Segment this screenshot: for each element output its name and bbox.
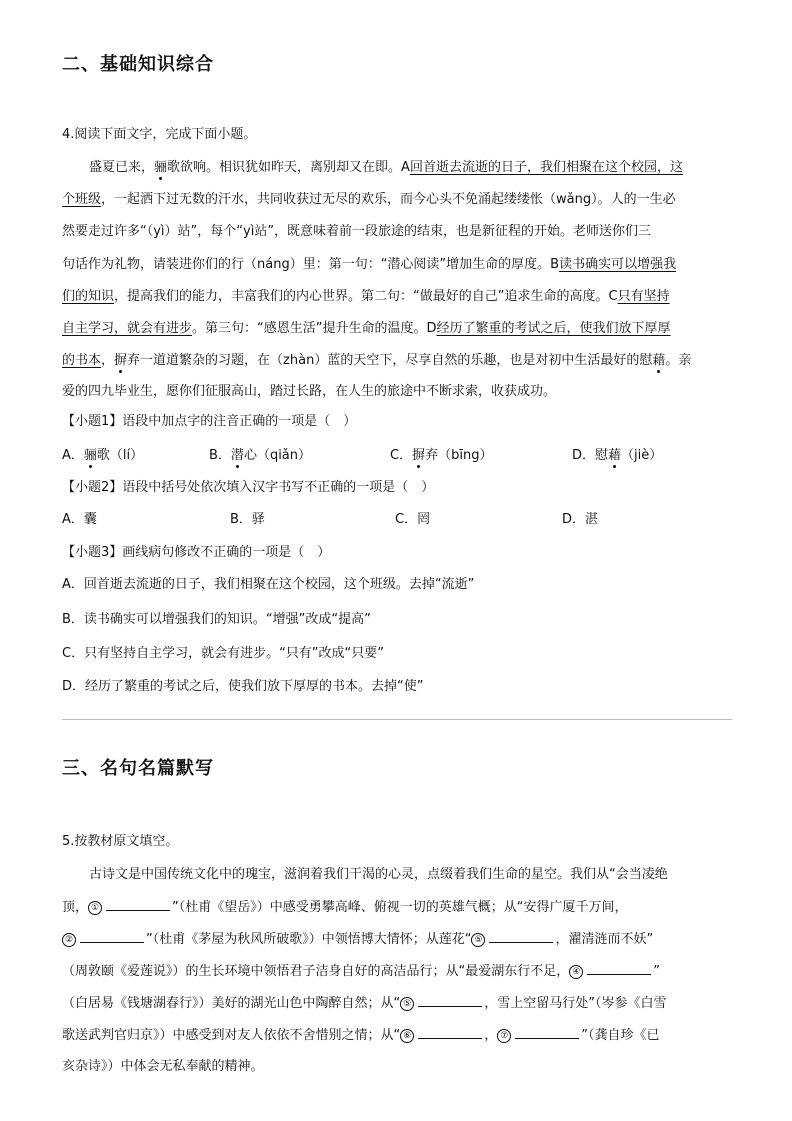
subquestion-2-stem: 【小题2】语段中括号处依次填入汉字书写不正确的一项是（ ） bbox=[62, 480, 435, 495]
dotted-char: 潜 bbox=[230, 448, 244, 463]
text: ，一起洒下过无数的汗水，共同收获过无尽的欢乐，而今心头不免涌起缕缕怅（wǎng）。人的一生必 bbox=[101, 192, 676, 207]
text: 弃（bīng） bbox=[425, 448, 493, 463]
text: B． bbox=[209, 448, 231, 463]
passage-line: 然要走过许多“（yì）站”，每个“yì站”，既意味着前一段旅途的结束，也是新征程的开始。老师送你们三 bbox=[62, 224, 652, 239]
text: ，提高我们的能力，丰富我们的内心世界。第二句：“做最好的自己”追求生命的高度。C bbox=[114, 289, 618, 304]
question-4-intro: 4.阅读下面文字，完成下面小题。 bbox=[62, 127, 257, 142]
passage-line bbox=[62, 191, 676, 209]
sub3-option-a: A．回首逝去流逝的日子，我们相聚在这个校园，这个班级。去掉“流逝” bbox=[62, 577, 475, 592]
blank-number: ⑤ bbox=[400, 997, 414, 1011]
text: ， bbox=[484, 1028, 498, 1043]
dotted-char: 骊 bbox=[154, 160, 168, 175]
text: ， bbox=[101, 353, 115, 368]
dotted-char: 藉 bbox=[652, 353, 666, 368]
text: 盛夏已来， bbox=[89, 160, 155, 175]
text: 歌欲响。相识犹如昨天，离别却又在即。A bbox=[167, 160, 410, 175]
sub2-option-d: D．湛 bbox=[562, 512, 599, 527]
section-3-title: 三、名句名篇默写 bbox=[62, 758, 214, 779]
underlined-sentence-d: 的书本 bbox=[62, 353, 102, 368]
answer-blank-1[interactable] bbox=[106, 898, 170, 911]
underlined-sentence-d: 经历了繁重的考试之后，使我们放下厚厚 bbox=[436, 321, 671, 336]
passage-line bbox=[89, 159, 683, 177]
dotted-char: 骊 bbox=[83, 448, 97, 463]
text: （jiè） bbox=[621, 448, 663, 463]
text: （周敦颐《爱莲说》）的生长环境中领悟君子洁身自好的高洁品行；从“最爱湖东行不足， bbox=[62, 964, 570, 979]
passage-line: 爱的四九毕业生，愿你们征服高山，踏过长路，在人生的旅途中不断求索，收获成功。 bbox=[62, 384, 557, 399]
fill-line bbox=[62, 962, 660, 981]
passage-line bbox=[62, 288, 670, 306]
text: ，濯清涟而不妖” bbox=[555, 932, 654, 947]
section-2-title: 二、基础知识综合 bbox=[62, 54, 214, 75]
text: ”（杜甫《望岳》）中感受勇攀高峰、俯视一切的英雄气概；从“安得广厦千万间， bbox=[172, 900, 628, 915]
answer-blank-2[interactable] bbox=[80, 930, 144, 943]
fill-line bbox=[62, 1026, 660, 1045]
text: 。亲 bbox=[665, 353, 692, 368]
text: ”（杜甫《茅屋为秋风所破歌》）中领悟博大情怀；从莲花“ bbox=[146, 932, 472, 947]
text: 歌送武判官归京》）中感受到对友人依依不舍惜别之情；从“ bbox=[62, 1028, 401, 1043]
sub2-option-a: A．囊 bbox=[62, 512, 97, 527]
answer-blank-6[interactable] bbox=[418, 1026, 482, 1039]
blank-number: ⑦ bbox=[497, 1029, 511, 1043]
subquestion-3-stem: 【小题3】画线病句修改不正确的一项是（ ） bbox=[62, 545, 331, 560]
blank-number: ⑤ bbox=[471, 933, 485, 947]
sub2-option-c: C．罔 bbox=[395, 512, 431, 527]
sub1-option-b bbox=[209, 447, 311, 465]
text: D．慰 bbox=[572, 448, 609, 463]
underlined-sentence-b: 们的知识 bbox=[62, 289, 115, 304]
sub2-option-b: B．驿 bbox=[230, 512, 265, 527]
sub1-option-a bbox=[62, 447, 143, 465]
text: 句话作为礼物，请装进你们的行（náng）里：第一句：“潜心阅读”增加生命的厚度。B bbox=[62, 257, 560, 272]
text: ” bbox=[653, 964, 660, 979]
text: 心（qiǎn） bbox=[243, 448, 312, 463]
fill-line bbox=[62, 930, 653, 949]
fill-line bbox=[62, 898, 628, 917]
text: 歌（lí） bbox=[96, 448, 144, 463]
underlined-sentence-c: 自主学习，就会有进步 bbox=[62, 321, 193, 336]
underlined-sentence-c: 只有坚持 bbox=[617, 289, 670, 304]
text: A． bbox=[62, 448, 84, 463]
blank-number: ④ bbox=[569, 965, 583, 979]
passage-line bbox=[62, 352, 691, 370]
blank-number: ② bbox=[62, 933, 76, 947]
sub3-option-b: B．读书确实可以增强我们的知识。“增强”改成“提高” bbox=[62, 612, 371, 627]
text: （白居易《钱塘湖春行》）美好的湖光山色中陶醉自然；从“ bbox=[62, 996, 401, 1011]
text: ，雪上空留马行处”（岑参《白雪 bbox=[484, 996, 667, 1011]
sub3-option-d: D．经历了繁重的考试之后，使我们放下厚厚的书本。去掉“使” bbox=[62, 679, 424, 694]
text: 。第三句：“感恩生活”提升生命的温度。D bbox=[192, 321, 437, 336]
sub3-option-c: C．只有坚持自主学习，就会有进步。“只有”改成“只要” bbox=[62, 646, 385, 661]
question-5-intro: 5.按教材原文填空。 bbox=[62, 834, 179, 849]
fill-line: 古诗文是中国传统文化中的瑰宝，滋润着我们干渴的心灵，点缀着我们生命的星空。我们从“会当凌绝 bbox=[89, 867, 668, 882]
blank-number: ⑥ bbox=[400, 1029, 414, 1043]
sub1-option-d bbox=[572, 447, 662, 465]
passage-line bbox=[62, 320, 671, 338]
underlined-sentence-a: 回首逝去流逝的日子，我们相聚在这个校园，这 bbox=[409, 160, 683, 175]
fill-line: 亥杂诗》）中体会无私奉献的精神。 bbox=[62, 1059, 264, 1074]
underlined-sentence-b: 读书确实可以增强我 bbox=[559, 257, 677, 272]
sub1-option-c bbox=[390, 447, 492, 465]
text: 弃一道道繁杂的习题，在（zhàn）蓝的天空下，尽享自然的乐趣，也是对初中生活最好的慰 bbox=[127, 353, 653, 368]
text: C． bbox=[390, 448, 413, 463]
underlined-sentence-a: 个班级 bbox=[62, 192, 102, 207]
fill-line bbox=[62, 994, 667, 1013]
text: 顶， bbox=[62, 900, 89, 915]
passage-line bbox=[62, 256, 676, 274]
answer-blank-5[interactable] bbox=[418, 994, 482, 1007]
dotted-char: 藉 bbox=[608, 448, 622, 463]
answer-blank-7[interactable] bbox=[515, 1026, 579, 1039]
dotted-char: 摒 bbox=[412, 448, 426, 463]
answer-blank-3[interactable] bbox=[489, 930, 553, 943]
text: ”（龚自珍《已 bbox=[581, 1028, 660, 1043]
answer-blank-4[interactable] bbox=[587, 962, 651, 975]
blank-number: ① bbox=[88, 901, 102, 915]
dotted-char: 摒 bbox=[114, 353, 128, 368]
subquestion-1-stem: 【小题1】语段中加点字的注音正确的一项是（ ） bbox=[62, 414, 357, 429]
section-divider bbox=[62, 719, 732, 720]
